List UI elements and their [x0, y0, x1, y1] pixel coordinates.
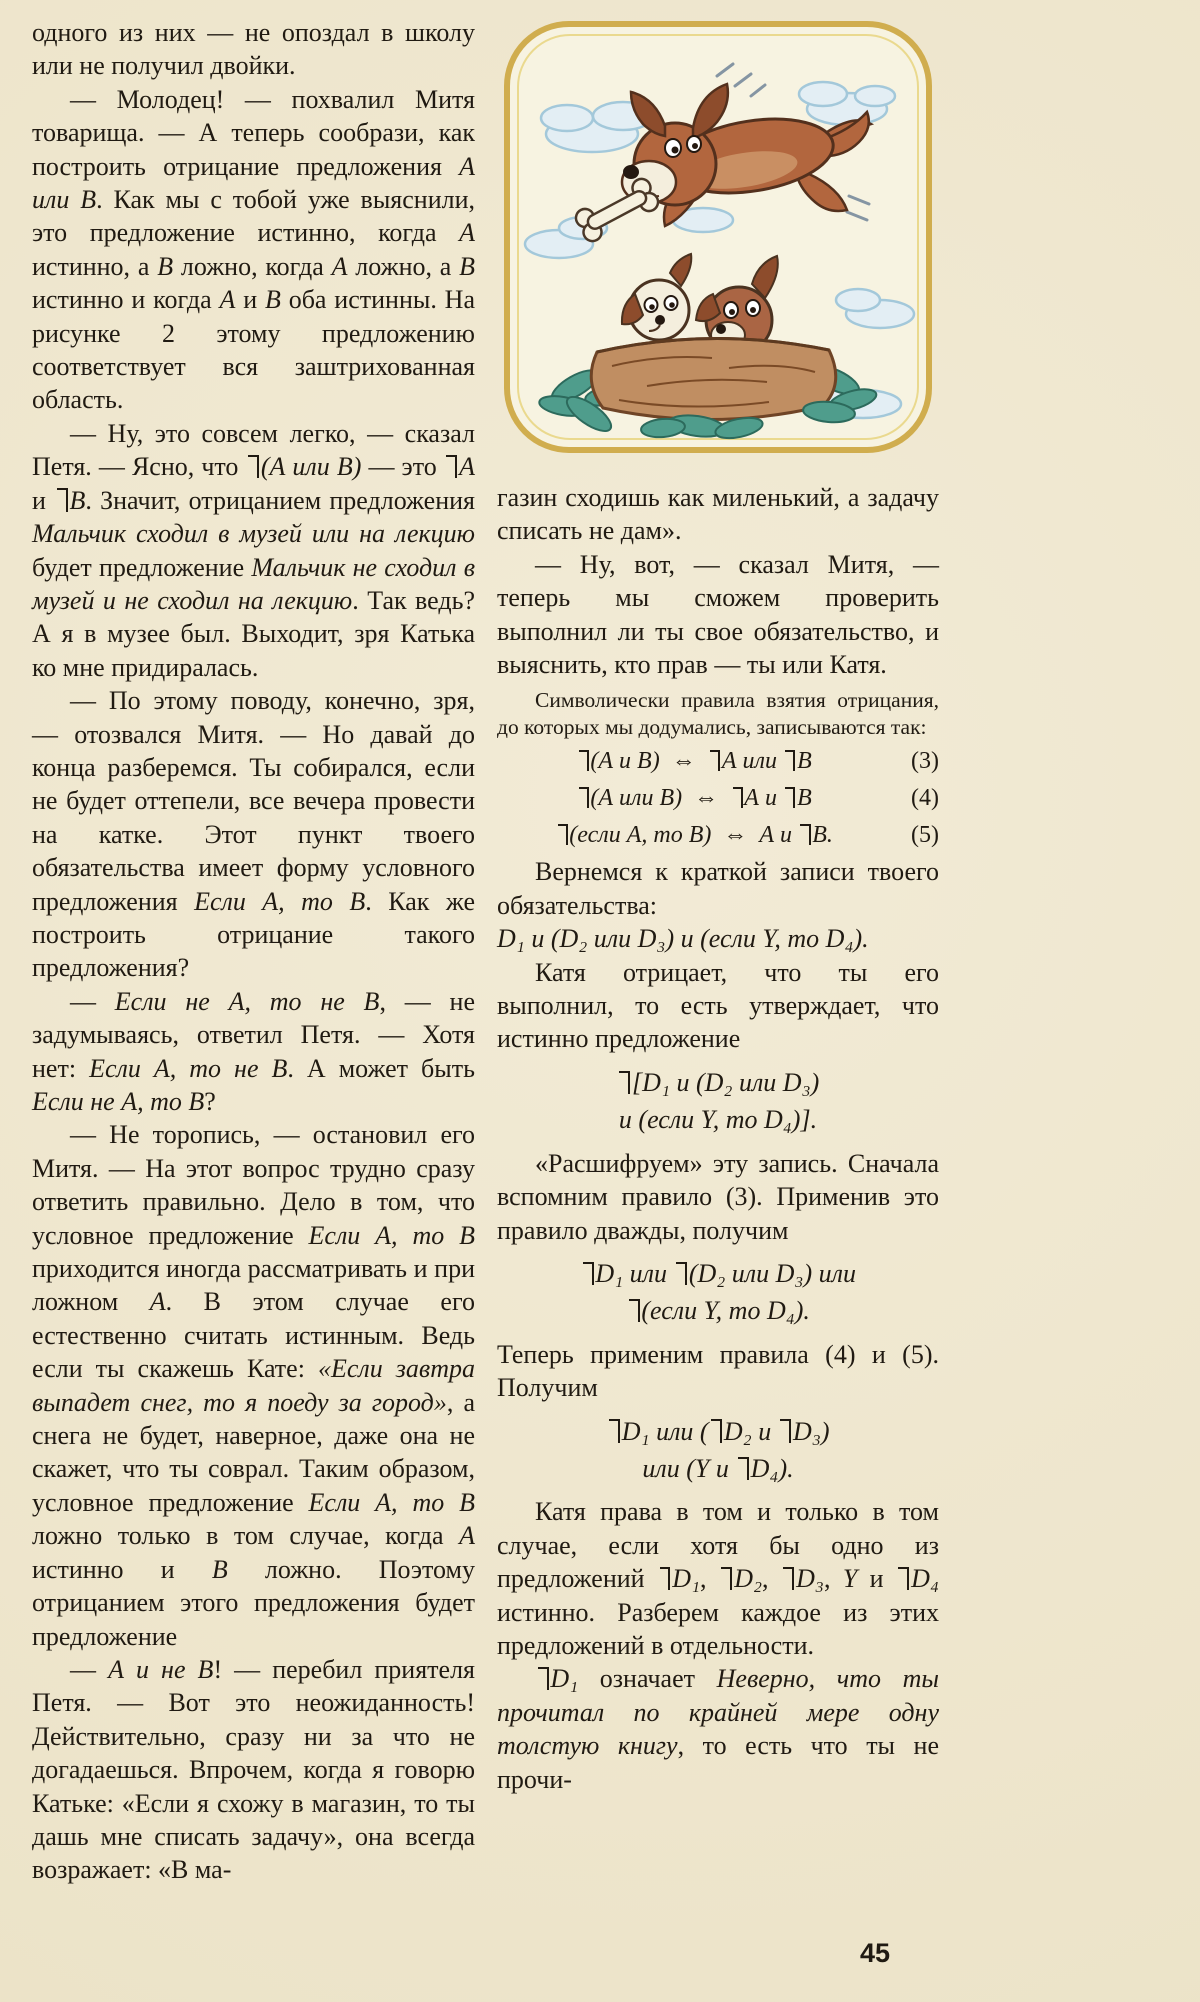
text-run: Если А, то не В	[89, 1053, 288, 1083]
negation-symbol	[248, 455, 259, 478]
text-run: А и не В	[108, 1654, 214, 1684]
text-run: Неверно, что ты прочитал по крайней мере одну толстую книгу	[497, 1664, 940, 1761]
negation-symbol	[446, 455, 457, 478]
text-run: А	[219, 285, 236, 315]
negation-symbol	[898, 1567, 909, 1590]
text-run: Если не А, то не В	[114, 986, 380, 1016]
formula-line	[497, 1415, 939, 1448]
negation-symbol	[629, 1299, 640, 1322]
text-run: «Если завтра выпадет снег, то я поеду за город»	[32, 1354, 475, 1417]
text-run: А	[459, 218, 475, 248]
text-run: ложно, а	[347, 251, 460, 281]
text-run: В	[157, 251, 174, 281]
text-run: и (если Y, то D₄)].	[618, 1105, 818, 1135]
text-run: D₁ или	[595, 1258, 674, 1288]
text-run: (если А, то В)	[569, 822, 712, 849]
rule-formula	[576, 785, 812, 811]
negation-symbol	[785, 750, 795, 772]
text-run: . Значит, отрицанием предложения	[85, 485, 475, 515]
text-run: Символически правила взятия отрицания, до которых мы додумались, записываются так:	[497, 688, 939, 740]
paragraph	[32, 1118, 475, 1653]
logic-rule-row	[497, 744, 939, 778]
text-run: означает	[578, 1664, 717, 1694]
text-run: ,	[700, 1564, 719, 1594]
text-run: Если А, то В	[308, 1487, 475, 1517]
text-run: D₄).	[750, 1453, 794, 1483]
dog-pupil	[672, 147, 679, 154]
rule-number: (4)	[911, 785, 939, 812]
negation-symbol	[609, 1419, 620, 1442]
text-run: будет предложение	[32, 552, 252, 582]
text-run: Если А, то В	[308, 1220, 475, 1250]
text-run: истинно и когда	[32, 285, 220, 315]
negation-symbol	[660, 1567, 671, 1590]
rule-formula	[555, 822, 833, 848]
puppy-pupil	[750, 307, 756, 313]
text-run: и	[857, 1564, 896, 1594]
right-column	[497, 14, 939, 1796]
rule-number: (3)	[911, 748, 939, 775]
text-run: — Молодец! — похвалил Митя товарища. — А теперь сообрази, как построить отрицание предложения	[32, 84, 475, 181]
paragraph	[497, 548, 939, 682]
text-run: Если не А, то В	[32, 1087, 205, 1116]
negation-symbol	[721, 1567, 732, 1590]
text-run: —	[70, 1654, 109, 1684]
text-run: истинно и	[32, 1554, 212, 1584]
puppy-nose	[716, 324, 726, 334]
text-run: — это	[361, 452, 444, 482]
puppy-pupil	[669, 302, 675, 308]
text-run: ⇔	[711, 822, 760, 849]
text-run: — Ну, вот, — сказал Митя, — теперь мы сможем проверить выполнил ли ты свое обязательство, и выяснить, кто прав — ты или Катя.	[497, 549, 939, 680]
text-run: D₃	[796, 1564, 824, 1594]
negation-symbol	[619, 1071, 630, 1094]
dog-pupil	[692, 143, 698, 149]
negation-symbol	[780, 1419, 791, 1442]
negation-symbol	[733, 787, 743, 809]
text-run: Катя права в том и только в том случае, если хотя бы одно из предложений	[497, 1497, 939, 1594]
negation-symbol	[785, 787, 795, 809]
text-run: ложно только в том случае, когда	[32, 1521, 460, 1551]
dog-nose	[623, 165, 639, 179]
negation-symbol	[583, 1262, 594, 1285]
text-run: D₃)	[793, 1416, 830, 1446]
text-run: газин сходишь как миленький, а задачу списать не дам».	[497, 483, 939, 546]
text-run: А или	[721, 748, 783, 775]
text-run: В	[797, 785, 812, 812]
text-run: истинно. Разберем каждое из этих предложений в отдельности.	[497, 1597, 939, 1660]
paragraph	[497, 687, 939, 741]
paragraph	[497, 956, 939, 1056]
text-run: А или В	[32, 151, 475, 215]
text-run: одного из них — не опоздал в школу или не получил двойки.	[32, 18, 475, 81]
negation-symbol	[783, 1567, 794, 1590]
text-run: . Так ведь? А я в музее был. Выходит, зря Катька ко мне придиралась.	[32, 585, 475, 682]
formula-line	[497, 1103, 939, 1136]
negation-symbol	[57, 488, 68, 511]
paragraph	[497, 1147, 939, 1247]
text-run: А и	[744, 785, 783, 812]
text-run: (А или В)	[590, 785, 683, 812]
formula-line	[497, 1066, 939, 1099]
paragraph	[32, 83, 475, 417]
text-run: ?	[204, 1087, 216, 1116]
negation-symbol	[800, 824, 810, 846]
text-run: (А и В)	[590, 748, 660, 775]
text-run: [D₁ и (D₂ или D₃)	[632, 1067, 820, 1097]
nest	[591, 338, 836, 419]
paragraph	[497, 922, 939, 955]
paragraph	[32, 1653, 475, 1887]
negation-symbol	[710, 750, 720, 772]
text-run: . А может быть	[287, 1053, 475, 1083]
text-run: Катя отрицает, что ты его выполнил, то есть утверждает, что истинно предложение	[497, 957, 939, 1054]
text-run: D₁	[672, 1564, 701, 1594]
illustration-frame	[497, 14, 939, 465]
text-run: ,	[823, 1564, 843, 1594]
text-run: (D₂ или D₃) или	[688, 1258, 856, 1288]
logic-rule-row	[497, 818, 939, 852]
text-run: —	[70, 986, 115, 1016]
text-run: , а снега не будет, наверное, даже она не скажет, что ты соврал. Таким образом, условное предложение	[32, 1387, 475, 1517]
text-run: В	[264, 285, 281, 315]
paragraph	[32, 684, 475, 985]
text-run: или (Y и	[642, 1453, 736, 1483]
text-run: — Не торопись, — остановил его Митя. — На этот вопрос трудно сразу ответить правильно. Дело в том, что условное предложение	[32, 1120, 475, 1250]
text-run: ⇔	[682, 785, 731, 812]
text-run: D₂ и	[723, 1416, 778, 1446]
rule-formula	[576, 748, 812, 774]
text-run: — По этому поводу, конечно, зря, — отозвался Митя. — Но давай до конца разберемся. Ты собирался, если не будет оттепели, все вечера провести на катке. Этот пункт твоего обязательства имеет форму условного предложения	[32, 686, 475, 916]
right-text-column	[497, 481, 939, 1796]
paragraph	[32, 16, 475, 83]
text-run: ложно, когда	[173, 251, 332, 281]
text-run: ложно. Поэтому отрицанием этого предложения будет предложение	[32, 1554, 475, 1651]
text-run: D₂	[734, 1564, 763, 1594]
text-run: (если Y, то D₄).	[641, 1296, 810, 1326]
negation-symbol	[579, 750, 589, 772]
paragraph	[497, 1495, 939, 1662]
text-run: оба истинны. На рисунке 2 этому предложению соответствует вся заштрихованная область.	[32, 285, 475, 415]
negation-symbol	[738, 1457, 749, 1480]
paragraph	[497, 1338, 939, 1405]
text-run: и	[32, 485, 55, 515]
text-run: А	[331, 251, 348, 281]
formula-line	[497, 1294, 939, 1327]
left-text-column	[32, 16, 475, 1887]
text-run: . Как же построить отрицание такого предложения?	[32, 886, 475, 983]
text-run: В.	[812, 822, 833, 849]
text-run: D₁ или (	[621, 1416, 709, 1446]
cartoon-illustration	[497, 14, 939, 460]
paragraph	[497, 1662, 939, 1796]
text-run: «Расшифруем» эту запись. Сначала вспомним правило (3). Применив это правило дважды, получим	[497, 1148, 939, 1245]
text-run: Вернемся к краткой записи твоего обязательства:	[497, 857, 939, 920]
negation-symbol	[579, 787, 589, 809]
text-run: Мальчик сходил в музей или на лекцию	[32, 519, 475, 549]
rule-number: (5)	[911, 822, 939, 849]
text-run: Теперь применим правила (4) и (5). Получим	[497, 1339, 939, 1403]
text-run: А	[459, 1521, 475, 1551]
text-run: ! — перебил приятеля Петя. — Вот это неожиданность! Действительно, сразу ни за что не догадаешься. Впрочем, когда я говорю Катьке: «Если я схожу в магазин, то ты дашь мне списать задачу», она всегда возражает: «В ма-	[32, 1654, 475, 1885]
text-run: Y	[842, 1564, 858, 1594]
text-run: В	[69, 485, 86, 515]
text-run: (А или В)	[260, 452, 362, 482]
negation-symbol	[711, 1419, 722, 1442]
text-run: А	[459, 452, 476, 482]
text-run: Если А, то В	[194, 886, 366, 916]
text-run: — Ну, это совсем легко, — сказал Петя. — Ясно, что	[32, 418, 475, 482]
paragraph	[32, 417, 475, 684]
text-run: В	[211, 1554, 228, 1584]
text-run: . Как мы с тобой уже выяснили, это предложение истинно, когда	[32, 185, 476, 248]
text-run: D₁	[550, 1664, 579, 1694]
paragraph	[497, 481, 939, 548]
text-run: , — не задумываясь, ответил Петя. — Хотя нет:	[32, 986, 475, 1083]
negation-symbol	[538, 1667, 549, 1690]
negation-symbol	[676, 1262, 687, 1285]
text-run: и	[235, 285, 265, 315]
text-run: истинно, а	[32, 251, 158, 281]
paragraph	[32, 985, 475, 1119]
text-run: А и	[759, 822, 799, 849]
puppy-pupil	[649, 304, 655, 310]
logic-rule-row	[497, 781, 939, 815]
puppy-nose	[655, 315, 665, 325]
text-run: ,	[762, 1564, 781, 1594]
page-number: 45	[859, 1938, 890, 1968]
text-run: В	[459, 251, 476, 281]
text-run: приходится иногда рассматривать и при ложном	[32, 1254, 475, 1317]
puppy-pupil	[729, 309, 735, 315]
formula-line	[497, 1257, 939, 1290]
formula-line	[497, 1452, 939, 1485]
text-run: D₁ и (D₂ или D₃) и (если Y, то D₄).	[497, 924, 869, 954]
negation-symbol	[558, 824, 568, 846]
paragraph	[497, 855, 939, 922]
text-run: ⇔	[659, 748, 708, 775]
text-run: D₄	[911, 1564, 939, 1594]
text-run: В	[797, 748, 812, 775]
text-run: Мальчик не сходил в музей и не сходил на лекцию	[32, 552, 475, 615]
text-run: А	[149, 1287, 166, 1317]
text-run: , то есть что ты не прочи-	[497, 1731, 939, 1794]
text-run: . В этом случае его естественно считать истинным. Ведь если ты скажешь Кате:	[32, 1287, 475, 1384]
